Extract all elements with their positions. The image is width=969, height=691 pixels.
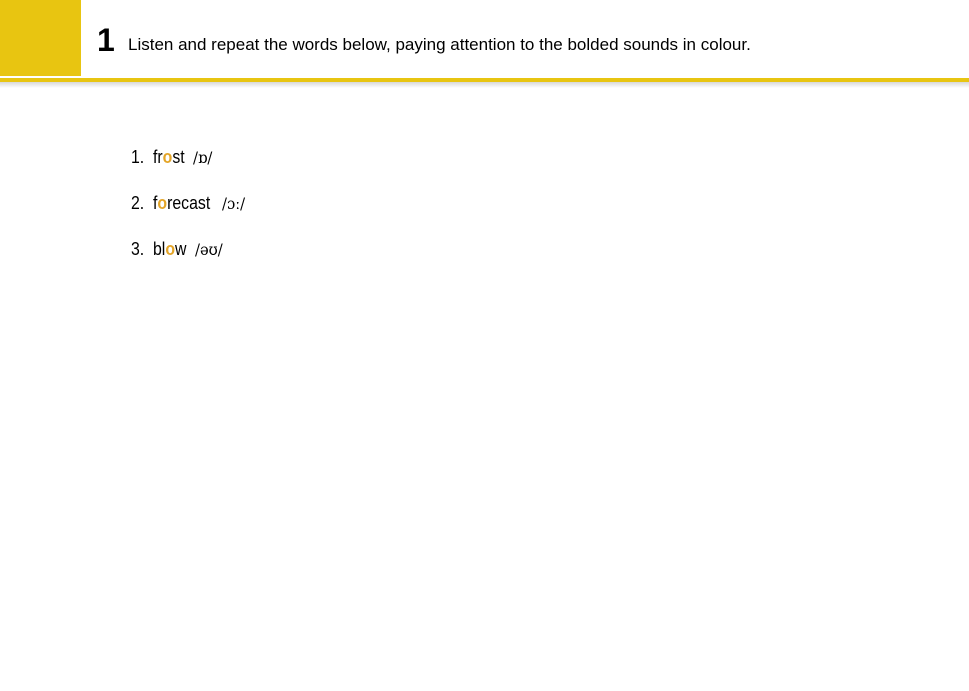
highlighted-sound: o	[157, 193, 168, 213]
word-item-blow	[131, 235, 247, 281]
word-part: st	[172, 147, 185, 167]
word	[153, 189, 210, 217]
phonetic-symbol: /ɒ/	[193, 148, 213, 167]
item-number: 3.	[131, 239, 145, 259]
word-part: w	[175, 239, 187, 259]
highlighted-sound: o	[162, 147, 173, 167]
item-number: 2.	[131, 193, 145, 213]
phonetic-symbol: /ɔː/	[222, 194, 246, 213]
highlighted-sound: o	[165, 239, 176, 259]
word-part: f	[153, 193, 158, 213]
word-item-forecast	[131, 189, 247, 235]
word-part: fr	[153, 147, 163, 167]
word-part: recast	[167, 193, 211, 213]
word	[153, 143, 185, 171]
word-list	[131, 143, 247, 281]
word	[153, 235, 186, 263]
header-shadow	[0, 82, 969, 88]
item-number: 1.	[131, 147, 145, 167]
accent-block	[0, 0, 81, 76]
exercise-number: 1	[97, 22, 115, 58]
exercise-header	[0, 0, 969, 78]
word-item-frost	[131, 143, 247, 189]
exercise-instruction: Listen and repeat the words below, paying attention to the bolded sounds in colour.	[128, 35, 751, 54]
phonetic-symbol: /əʊ/	[195, 240, 223, 259]
word-part: bl	[153, 239, 166, 259]
